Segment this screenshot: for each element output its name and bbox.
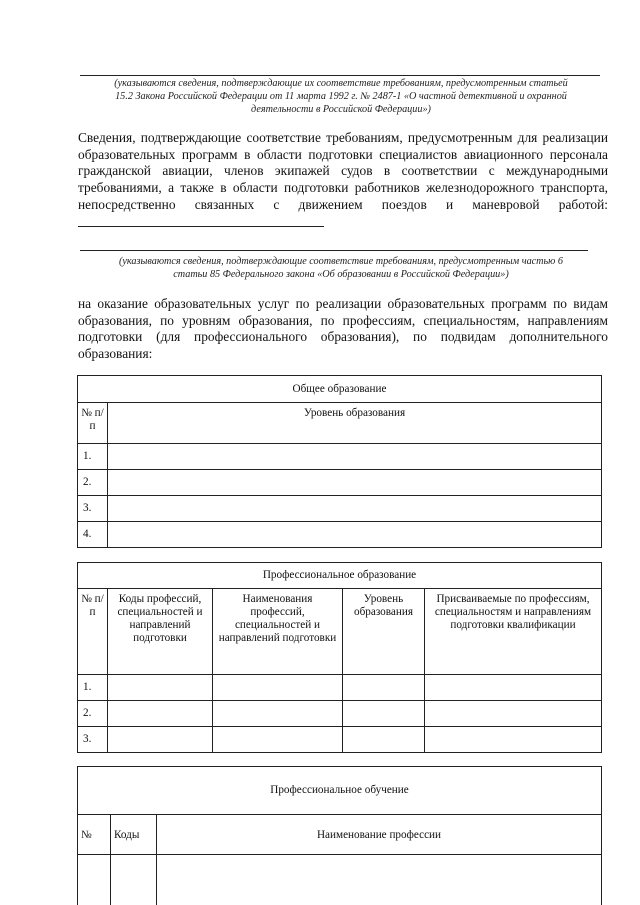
requirements-paragraph (78, 130, 608, 231)
table-row (78, 727, 602, 753)
professional-col-names: Наименования профессий, специальностей и направлений подготовки (213, 589, 343, 675)
table-row (78, 675, 602, 701)
footnote-1 (70, 77, 612, 116)
row-number: 3. (78, 727, 108, 753)
row-number: 3. (78, 496, 108, 522)
level-cell[interactable] (343, 727, 425, 753)
professional-col-num: № п/п (78, 589, 108, 675)
level-cell[interactable] (108, 522, 602, 548)
general-education-title: Общее образование (78, 376, 602, 403)
professional-col-level: Уровень образования (343, 589, 425, 675)
training-col-name: Наименование профессии (157, 815, 602, 855)
level-cell[interactable] (343, 701, 425, 727)
level-cell[interactable] (108, 496, 602, 522)
general-col-num: № п/п (78, 403, 108, 444)
professional-training-title: Профессиональное обучение (78, 767, 602, 815)
table-row (78, 522, 602, 548)
row-number: 4. (78, 522, 108, 548)
professional-education-title: Профессиональное образование (78, 563, 602, 589)
codes-cell[interactable] (108, 675, 213, 701)
qualification-cell[interactable] (425, 701, 602, 727)
codes-cell[interactable] (108, 727, 213, 753)
professional-training-table (77, 766, 602, 905)
top-rule (80, 75, 600, 76)
table-row (78, 444, 602, 470)
footnote-2 (70, 255, 612, 281)
professional-col-codes: Коды профессий, специальностей и направлений подготовки (108, 589, 213, 675)
codes-cell[interactable] (111, 855, 157, 905)
row-number: 1. (78, 444, 108, 470)
services-paragraph: на оказание образовательных услуг по реализации образовательных программ по видам образования, по уровням образования, по профессиям, специальностям, направлениям подготовки (для профессионального образования), по подвидам дополнительного образования: (78, 296, 608, 362)
footnote-2-line-2: статьи 85 Федерального закона «Об образовании в Российской Федерации») (173, 269, 509, 280)
professional-col-qualification: Присваиваемые по профессиям, специальностям и направлениям подготовки квалификации (425, 589, 602, 675)
level-cell[interactable] (108, 444, 602, 470)
requirements-paragraph-text: Сведения, подтверждающие соответствие требованиям, предусмотренным для реализации образовательных программ в области подготовки специалистов авиационного персонала гражданской авиации, членов экипажей судов в соответствии с международными требованиями, а также в области подготовки работников железнодорожного транспорта, непосредственно связанных с движением поездов и маневровой работой: (78, 130, 608, 212)
training-col-codes: Коды (111, 815, 157, 855)
names-cell[interactable] (213, 701, 343, 727)
second-rule (80, 250, 588, 251)
training-col-num: № (78, 815, 111, 855)
table-row (78, 470, 602, 496)
general-education-table (77, 375, 602, 548)
level-cell[interactable] (108, 470, 602, 496)
professional-education-table (77, 562, 602, 753)
names-cell[interactable] (213, 675, 343, 701)
footnote-2-line-1: (указываются сведения, подтверждающие соответствие требованиям, предусмотренным частью 6 (119, 256, 563, 267)
level-cell[interactable] (343, 675, 425, 701)
name-cell[interactable] (157, 855, 602, 905)
names-cell[interactable] (213, 727, 343, 753)
row-number: 2. (78, 701, 108, 727)
fill-in-line[interactable] (78, 214, 324, 227)
footnote-1-line-2: 15.2 Закона Российской Федерации от 11 марта 1992 г. № 2487-1 «О частной детективной и охранной (115, 91, 567, 102)
table-row (78, 855, 602, 905)
qualification-cell[interactable] (425, 727, 602, 753)
row-number (78, 855, 111, 905)
footnote-1-line-1: (указываются сведения, подтверждающие их соответствие требованиям, предусмотренным статьей (114, 78, 568, 89)
qualification-cell[interactable] (425, 675, 602, 701)
footnote-1-line-3: деятельности в Российской Федерации») (251, 104, 431, 115)
professional-training-table-wrapper (77, 766, 602, 905)
general-col-level: Уровень образования (108, 403, 602, 444)
row-number: 2. (78, 470, 108, 496)
codes-cell[interactable] (108, 701, 213, 727)
row-number: 1. (78, 675, 108, 701)
table-row (78, 701, 602, 727)
table-row (78, 496, 602, 522)
